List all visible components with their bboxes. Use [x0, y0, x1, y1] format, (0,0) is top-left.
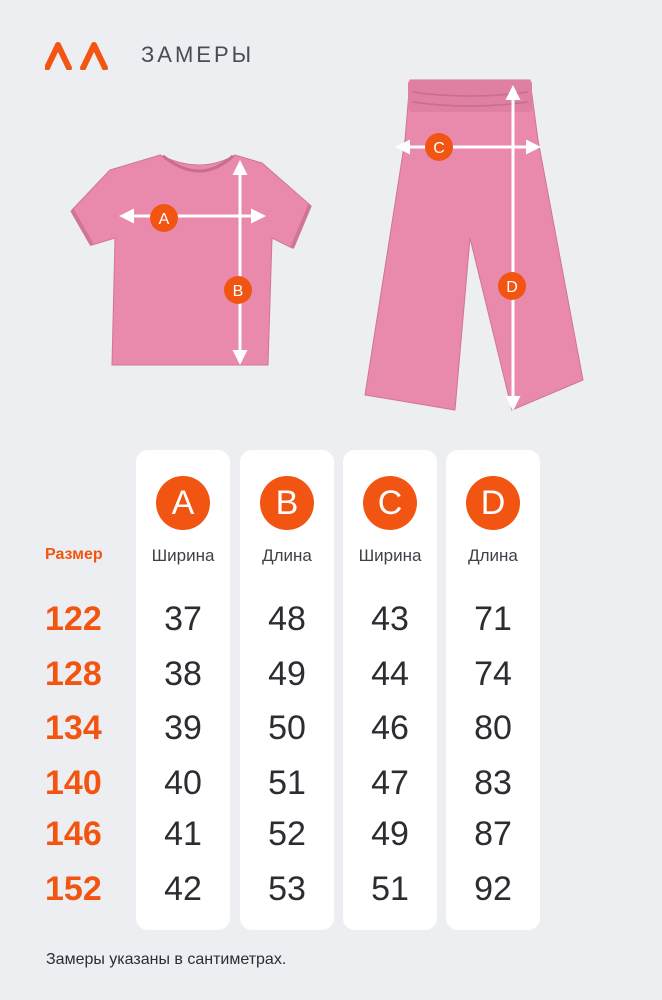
pants-drawing: [365, 80, 583, 410]
measurement-cell: 46: [371, 709, 409, 747]
measurement-cell: 71: [474, 600, 512, 638]
size-header: Размер: [45, 546, 103, 563]
column-c: [343, 450, 437, 930]
column-a: [136, 450, 230, 930]
measurement-cell: 49: [371, 815, 409, 853]
size-value: 128: [45, 655, 102, 693]
measurement-cell: 38: [164, 655, 202, 693]
measurement-cell: 51: [371, 870, 409, 908]
measurement-cell: 51: [268, 764, 306, 802]
size-value: 146: [45, 815, 102, 853]
column-d-label: Длина: [468, 546, 518, 565]
size-value: 134: [45, 709, 102, 747]
marker-b: [224, 276, 252, 304]
measurement-cell: 80: [474, 709, 512, 747]
measurement-cell: 37: [164, 600, 202, 638]
marker-d: [498, 272, 526, 300]
garment-illustration: [0, 0, 662, 440]
page-title: ЗАМЕРЫ: [141, 42, 255, 67]
svg-text:C: C: [433, 140, 445, 157]
measurement-cell: 41: [164, 815, 202, 853]
marker-a: [150, 204, 178, 232]
badge-d: D: [466, 476, 520, 530]
badge-b: B: [260, 476, 314, 530]
column-d: [446, 450, 540, 930]
size-value: 122: [45, 600, 102, 638]
column-b-label: Длина: [262, 546, 312, 565]
tshirt-drawing: [72, 155, 310, 365]
column-c-label: Ширина: [358, 546, 422, 565]
size-value: 140: [45, 764, 102, 802]
marker-c: [425, 133, 453, 161]
column-a-label: Ширина: [151, 546, 215, 565]
measurement-cell: 43: [371, 600, 409, 638]
svg-text:B: B: [232, 283, 244, 300]
measurement-cell: 42: [164, 870, 202, 908]
measurement-cell: 48: [268, 600, 306, 638]
measurement-cell: 92: [474, 870, 512, 908]
measurement-cell: 74: [474, 655, 512, 693]
column-b: [240, 450, 334, 930]
measurement-cell: 52: [268, 815, 306, 853]
measurement-cell: 87: [474, 815, 512, 853]
measurement-cell: 83: [474, 764, 512, 802]
measurement-cell: 44: [371, 655, 409, 693]
footnote: Замеры указаны в сантиметрах.: [46, 951, 287, 968]
measurement-cell: 53: [268, 870, 306, 908]
badge-a: A: [156, 476, 210, 530]
svg-text:A: A: [158, 211, 170, 228]
measurement-cell: 39: [164, 709, 202, 747]
badge-c: C: [363, 476, 417, 530]
measurement-cell: 47: [371, 764, 409, 802]
measurement-cell: 49: [268, 655, 306, 693]
measurement-cell: 50: [268, 709, 306, 747]
svg-text:D: D: [506, 279, 518, 296]
measurement-cell: 40: [164, 764, 202, 802]
size-value: 152: [45, 870, 102, 908]
